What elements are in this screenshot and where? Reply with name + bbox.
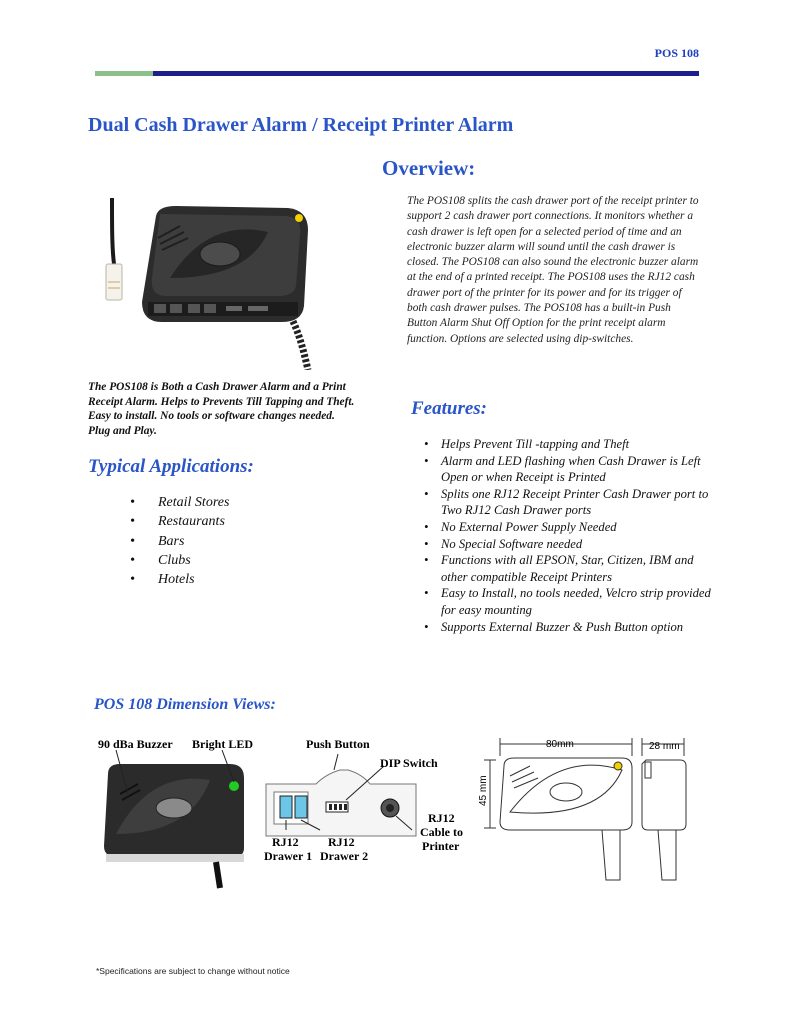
list-item: • Functions with all EPSON, Star, Citizen, IBM and other compatible Receipt Printers xyxy=(424,553,694,584)
list-item: • Supports External Buzzer & Push Button option xyxy=(424,619,684,634)
caption-line-3: Easy to install. No tools or software changes needed. xyxy=(88,410,335,422)
caption-line-4: Plug and Play. xyxy=(88,424,157,437)
list-item: • Clubs xyxy=(130,552,191,568)
applications-heading: Typical Applications: xyxy=(88,456,254,477)
label-height: 45 mm xyxy=(478,775,489,806)
features-heading: Features: xyxy=(411,398,487,419)
label-depth: 28 mm xyxy=(649,741,680,752)
list-item: • Splits one RJ12 Receipt Printer Cash Drawer port to Two RJ12 Cash Drawer ports xyxy=(424,486,709,518)
list-item: • No Special Software needed xyxy=(424,536,583,551)
product-caption xyxy=(88,380,378,438)
overview-text: The POS108 splits the cash drawer port of the receipt printer to support 2 cash drawer port connections. It monitors whether a cash drawer is left open for a selected period of time and an electronic buzzer alarm will sound until the cash drawer is closed. The POS108 can also sound the electronic buzzer alarm at the end of a printed receipt. The POS108 uses the RJ12 cash drawer port of the printer for its power and for its trigger of both cash drawer pulses. The POS108 has a built-in Push Button Alarm Shut Off Option for the print receipt alarm function. Options are selected using dip-switches. xyxy=(407,195,699,345)
caption-line-1: The POS108 is Both a Cash Drawer Alarm and a Print xyxy=(88,381,346,393)
list-item: • Easy to Install, no tools needed, Velcro strip provided for easy mounting xyxy=(424,586,711,617)
list-item: • Retail Stores xyxy=(130,495,230,510)
port-view xyxy=(264,737,463,863)
list-item: • Bars xyxy=(130,533,185,549)
page-title: Dual Cash Drawer Alarm / Receipt Printer Alarm xyxy=(88,114,514,136)
dimension-views-figure xyxy=(90,730,700,890)
list-item: • No External Power Supply Needed xyxy=(424,519,617,534)
list-item: • Alarm and LED flashing when Cash Drawer is Left Open or when Receipt is Printed xyxy=(424,453,701,485)
label-dip-switch: DIP Switch xyxy=(380,756,438,770)
label-rj12-drawer2-line2: Drawer 2 xyxy=(320,849,369,863)
label-rj12-drawer2-line1: RJ12 xyxy=(328,835,355,849)
label-rj12-drawer1-line1: RJ12 xyxy=(272,835,299,849)
features-list xyxy=(424,436,714,635)
header-rule xyxy=(153,71,699,76)
label-led: Bright LED xyxy=(192,737,254,751)
list-item: • Hotels xyxy=(130,572,195,588)
label-rj12-drawer1-line2: Drawer 1 xyxy=(264,849,313,863)
label-push-button: Push Button xyxy=(306,737,370,751)
label-rj12-cable-line1: RJ12 xyxy=(428,811,455,825)
label-width: 80mm xyxy=(546,739,574,750)
overview-heading: Overview: xyxy=(382,156,476,180)
header-rule-accent xyxy=(95,71,153,76)
label-buzzer: 90 dBa Buzzer xyxy=(98,737,173,751)
product-photo xyxy=(98,198,318,370)
label-rj12-cable-line2: Cable to xyxy=(420,825,463,839)
footnote: *Specifications are subject to change without notice xyxy=(96,966,290,976)
caption-line-2: Receipt Alarm. Helps to Prevents Till Tapping and Theft. xyxy=(88,395,355,408)
applications-list xyxy=(130,493,229,589)
list-item: • Restaurants xyxy=(130,514,225,530)
list-item: • Helps Prevent Till -tapping and Theft xyxy=(424,437,630,451)
outline-views xyxy=(484,738,686,880)
product-code: POS 108 xyxy=(654,46,699,60)
dimensions-heading: POS 108 Dimension Views: xyxy=(94,696,276,713)
label-rj12-cable-line3: Printer xyxy=(422,839,460,853)
front-view xyxy=(98,737,253,888)
